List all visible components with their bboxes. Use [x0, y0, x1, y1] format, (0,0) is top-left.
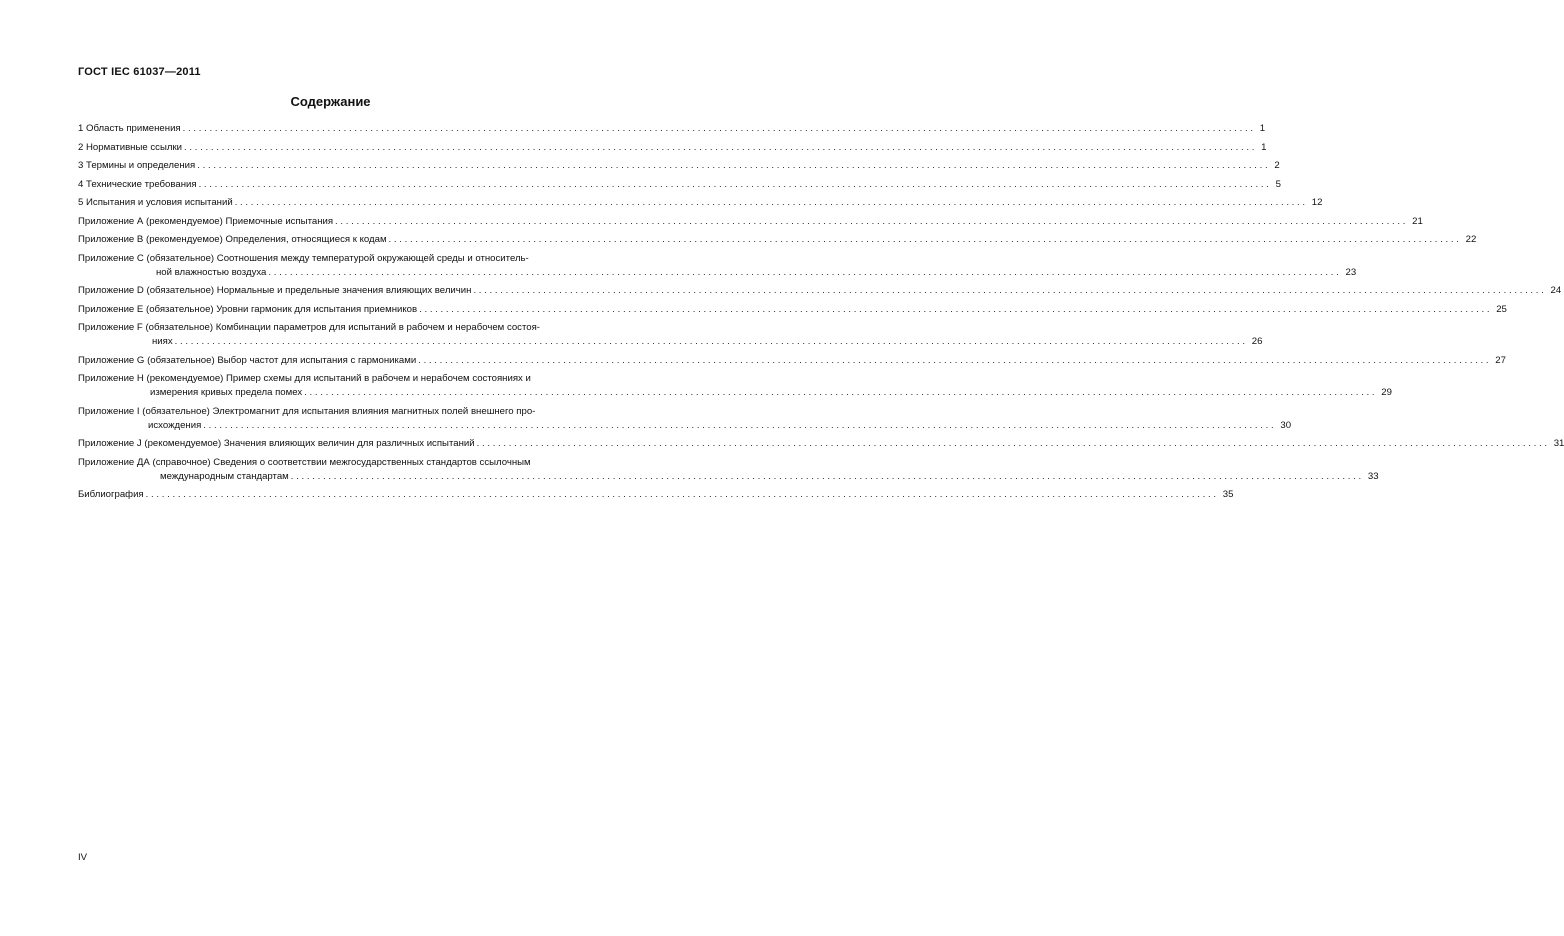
toc-line — [148, 419, 1292, 431]
dot-leader: ........................................................................................................................................................................................................ — [184, 141, 1258, 153]
dot-leader: ........................................................................................................................................................................................................ — [145, 489, 1219, 500]
toc-entry — [78, 252, 1357, 278]
toc-entry-title: Приложение А (рекомендуемое) Приемочные испытания — [78, 215, 334, 227]
toc-page-number: 5 — [1275, 178, 1281, 190]
toc-entry — [78, 322, 1263, 347]
document-header: ГОСТ IEC 61037—2011 — [78, 66, 201, 78]
toc-line — [78, 354, 1506, 366]
toc-page-number: 25 — [1496, 303, 1507, 315]
toc-entry-title: измерения кривых предела помех — [150, 387, 303, 398]
dot-leader: ........................................................................................................................................................................................................ — [268, 266, 1342, 278]
toc-page-number: 22 — [1465, 234, 1477, 245]
dot-leader: ........................................................................................................................................................................................................ — [419, 303, 1493, 315]
dot-leader: ........................................................................................................................................................................................................ — [198, 178, 1272, 190]
toc-line — [78, 123, 1266, 134]
toc-line — [78, 141, 1267, 153]
toc-line — [78, 160, 1280, 171]
toc-entry — [78, 456, 1379, 482]
dot-leader: ........................................................................................................................................................................................................ — [174, 336, 1248, 347]
toc-entry-title: Приложение С (обязательное) Соотношения между температурой окружающей среды и относитель- — [78, 252, 529, 264]
toc-page-number: 35 — [1222, 489, 1234, 500]
toc-entry-title: Приложение Н (рекомендуемое) Пример схемы для испытаний в рабочем и нерабочем состояниях и — [78, 373, 531, 384]
dot-leader: ........................................................................................................................................................................................................ — [234, 197, 1308, 208]
toc-entry-title: исхождения — [148, 419, 202, 431]
toc-entry — [78, 123, 1266, 134]
toc-entry-title: ниях — [152, 336, 173, 347]
toc-line — [78, 406, 613, 417]
toc-entry — [78, 141, 1267, 153]
toc-entry — [78, 405, 1292, 431]
toc-page-number: 24 — [1550, 285, 1562, 296]
toc-entry-title: 4 Технические требования — [78, 178, 197, 190]
toc-entry-title: ной влажностью воздуха — [156, 266, 267, 278]
toc-page-number: 21 — [1412, 215, 1423, 227]
toc-page-number: 2 — [1274, 160, 1280, 171]
dot-leader: ........................................................................................................................................................................................................ — [335, 215, 1409, 227]
toc-page-number: 26 — [1251, 336, 1263, 347]
toc-line — [78, 285, 1562, 296]
toc-page-number: 31 — [1553, 438, 1564, 449]
dot-leader: ........................................................................................................................................................................................................ — [388, 234, 1462, 245]
toc-page-number: 30 — [1280, 419, 1292, 431]
toc-page-number: 27 — [1495, 354, 1506, 366]
toc-page-number: 1 — [1261, 141, 1267, 153]
dot-leader: ........................................................................................................................................................................................................ — [473, 285, 1547, 296]
toc-page-number: 1 — [1259, 123, 1266, 134]
toc-entry-title: Приложение ДА (справочное) Сведения о соответствии межгосударственных стандартов ссылочным — [78, 456, 531, 468]
toc-page-number: 33 — [1367, 470, 1379, 482]
dot-leader: ........................................................................................................................................................................................................ — [197, 160, 1271, 171]
toc-page-number: 12 — [1311, 197, 1323, 208]
dot-leader: ........................................................................................................................................................................................................ — [290, 470, 1364, 482]
page-title: Содержание — [290, 94, 371, 109]
toc-entry — [78, 373, 1392, 398]
toc-line — [78, 438, 1564, 449]
toc-entry — [78, 197, 1323, 208]
toc-entry-title: 3 Термины и определения — [78, 160, 196, 171]
toc-entry-title: Приложение В (рекомендуемое) Определения, относящиеся к кодам — [78, 234, 387, 245]
toc-entry — [78, 215, 1423, 227]
toc-line — [78, 215, 1423, 227]
toc-entry-title: Приложение J (рекомендуемое) Значения влияющих величин для различных испытаний — [78, 438, 475, 449]
toc-line — [78, 387, 1392, 398]
toc-entry-title: 2 Нормативные ссылки — [78, 141, 183, 153]
toc-page-number: 29 — [1381, 387, 1392, 398]
toc-entry — [78, 489, 1234, 500]
toc-entry-title: 5 Испытания и условия испытаний — [78, 197, 233, 208]
toc-page-number: 23 — [1345, 266, 1357, 278]
toc-line — [78, 303, 1507, 315]
dot-leader: ........................................................................................................................................................................................................ — [203, 419, 1277, 431]
toc-entry — [78, 160, 1280, 171]
toc-line — [78, 322, 613, 333]
toc-entry-title: Библиография — [78, 489, 144, 500]
toc-line — [152, 336, 1263, 347]
table-of-contents — [78, 123, 1564, 508]
toc-entry-title: Приложение I (обязательное) Электромагнит для испытания влияния магнитных полей внешнего про- — [78, 405, 536, 417]
toc-line — [78, 457, 613, 468]
toc-entry-title: Приложение Е (обязательное) Уровни гармоник для испытания приемников — [78, 303, 418, 315]
page-number-footer: IV — [78, 852, 88, 863]
dot-leader: ........................................................................................................................................................................................................ — [304, 387, 1378, 398]
toc-entry — [78, 234, 1477, 245]
toc-line — [78, 470, 1379, 482]
dot-leader: ........................................................................................................................................................................................................ — [476, 438, 1550, 449]
dot-leader: ........................................................................................................................................................................................................ — [418, 354, 1492, 366]
toc-entry — [78, 178, 1281, 190]
toc-line — [78, 234, 1477, 245]
toc-entry-title: 1 Область применения — [78, 123, 181, 134]
toc-entry-title: Приложение F (обязательное) Комбинации параметров для испытаний в рабочем и нерабочем состоя- — [78, 322, 540, 333]
toc-line — [78, 178, 1281, 190]
toc-entry — [78, 303, 1507, 315]
toc-entry-title: международным стандартам — [160, 470, 289, 482]
toc-entry-title: Приложение D (обязательное) Нормальные и предельные значения влияющих величин — [78, 285, 472, 296]
toc-line — [78, 253, 613, 264]
toc-entry-title: Приложение G (обязательное) Выбор частот для испытания с гармониками — [78, 354, 417, 366]
toc-line — [78, 489, 1234, 500]
toc-line — [78, 266, 1357, 278]
toc-line — [78, 373, 613, 384]
toc-line — [78, 197, 1323, 208]
toc-entry — [78, 285, 1562, 296]
toc-entry — [78, 354, 1506, 366]
dot-leader: ........................................................................................................................................................................................................ — [182, 123, 1256, 134]
toc-entry — [78, 438, 1564, 449]
